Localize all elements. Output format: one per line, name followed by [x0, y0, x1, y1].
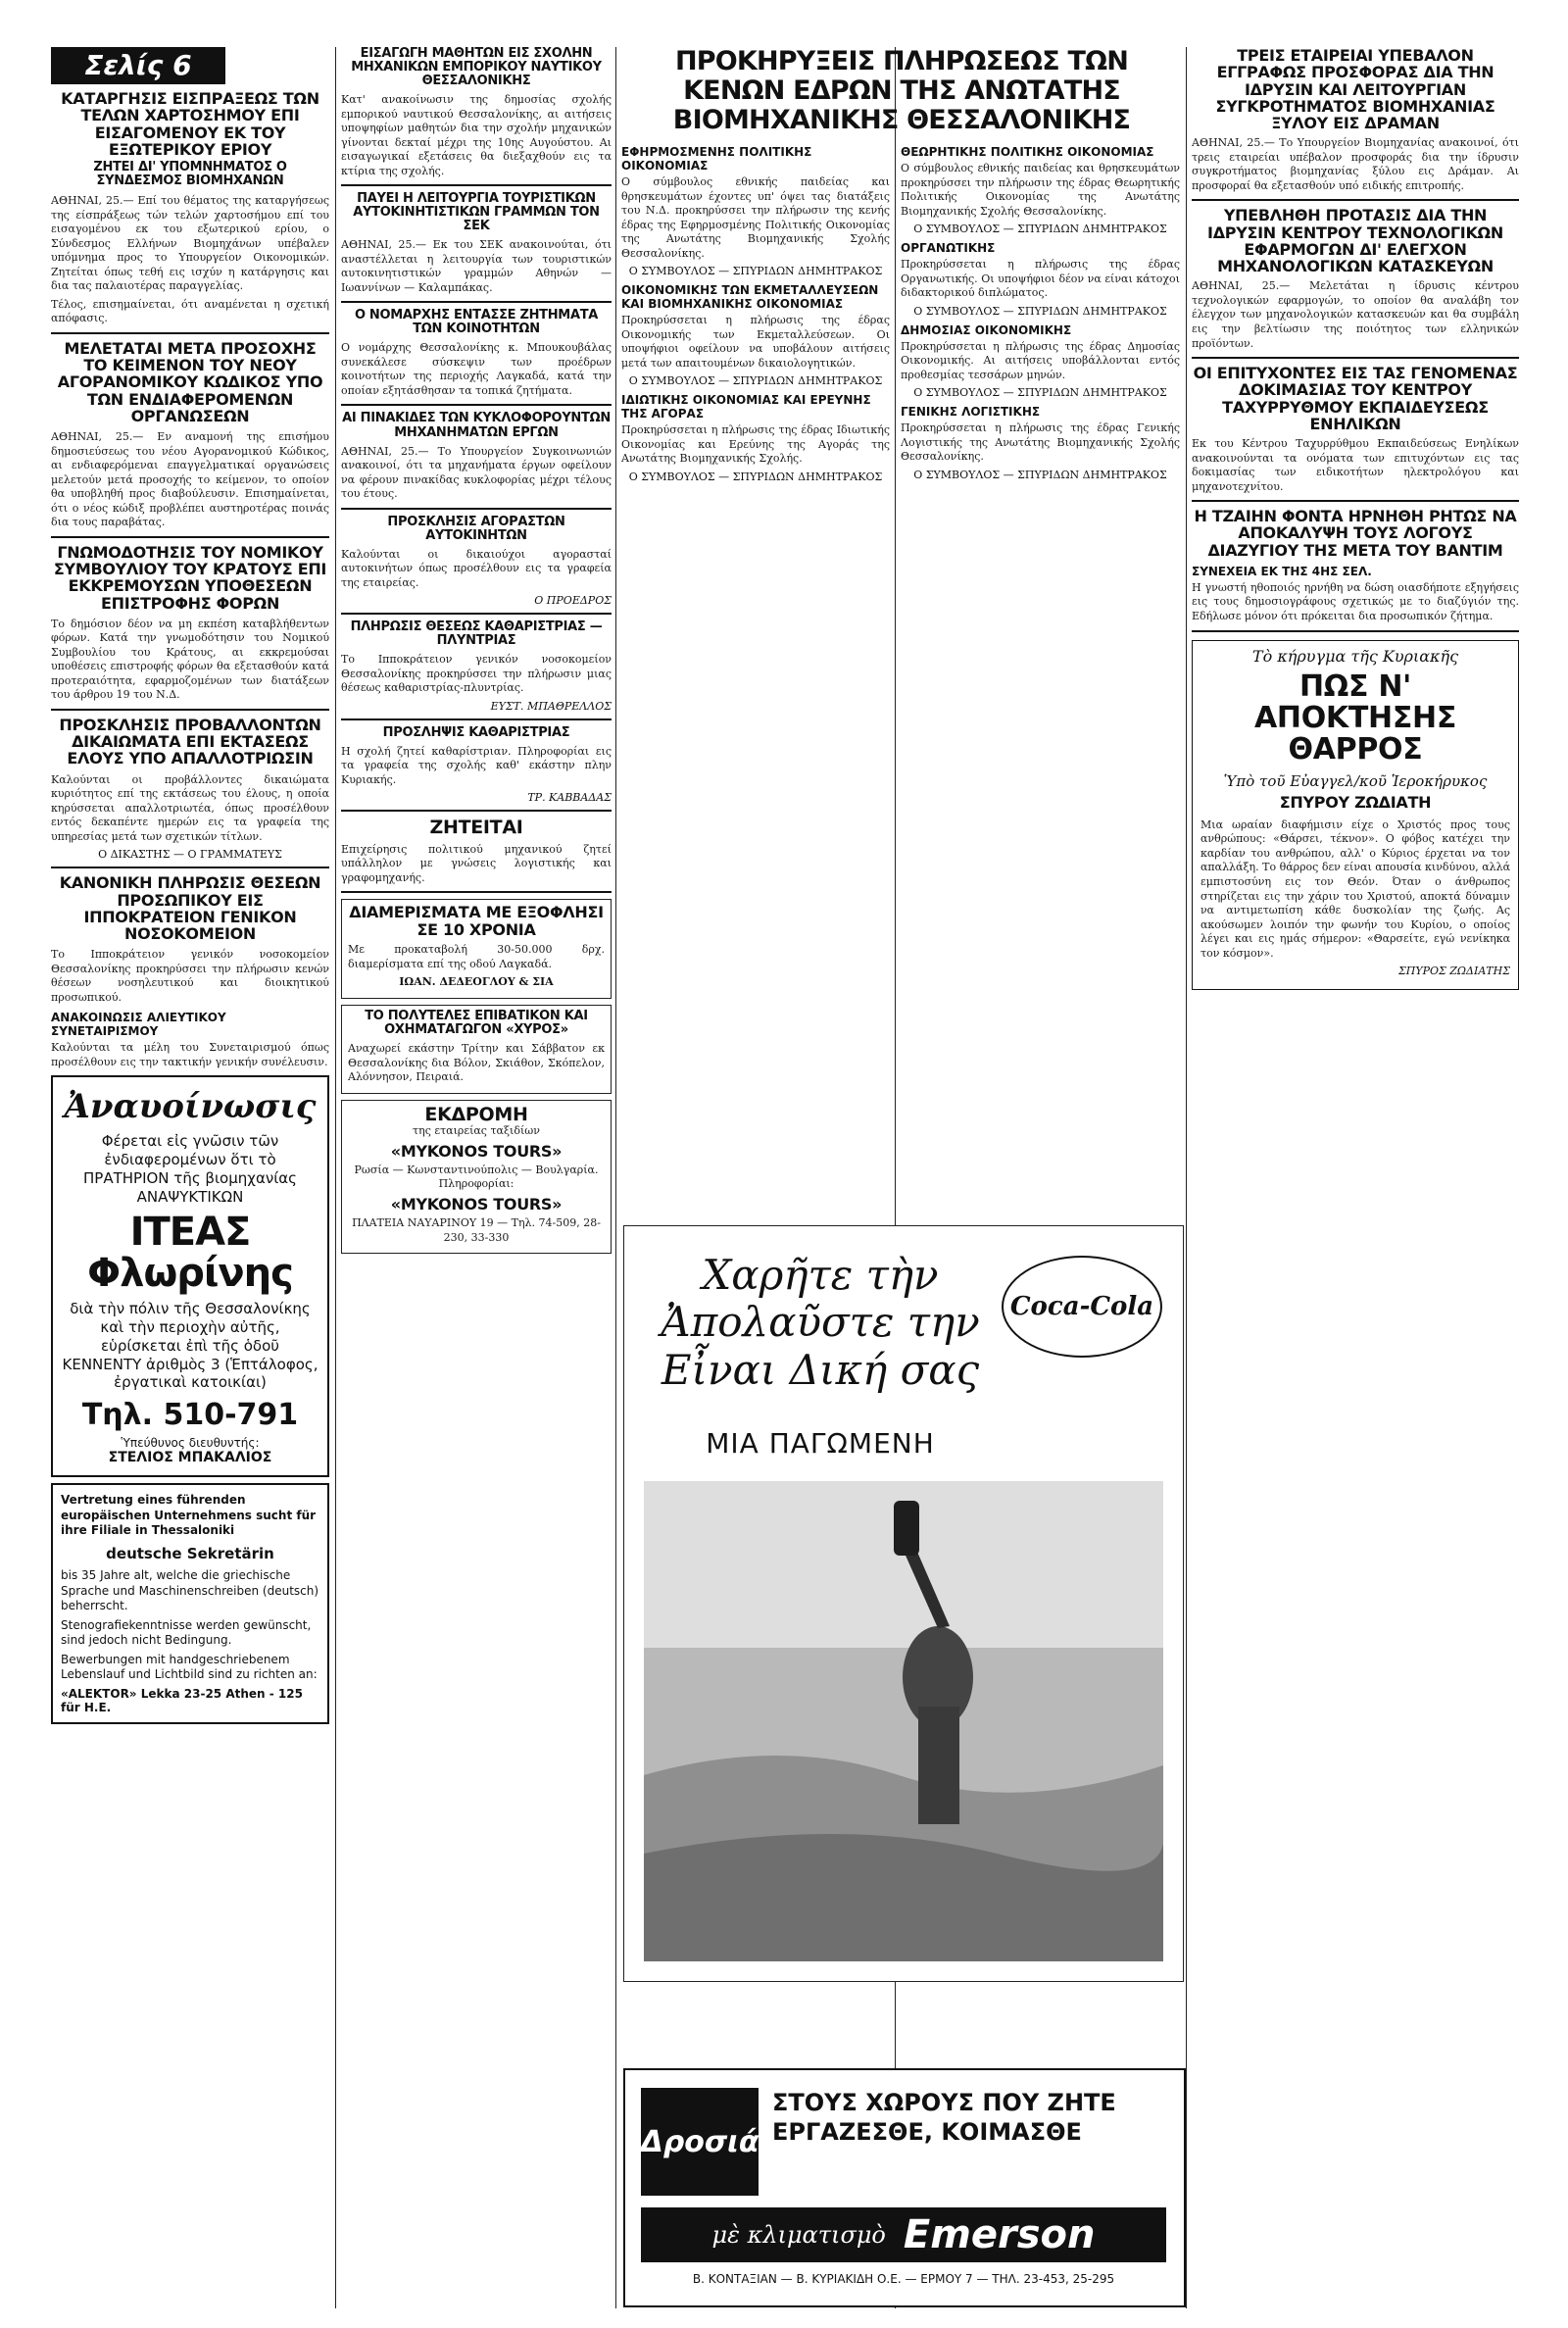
advertisement-apartments — [341, 899, 612, 999]
signature: Ο ΠΡΟΕΔΡΟΣ — [534, 594, 612, 608]
headline: ΠΡΟΣΚΛΗΣΙΣ ΑΓΟΡΑΣΤΩΝ ΑΥΤΟΚΙΝΗΤΩΝ — [387, 514, 565, 543]
byline: Ὑπὸ τοῦ Εὐαγγελ/κοῦ Ἱεροκήρυκος — [1223, 771, 1488, 790]
section-heading: ΘΕΩΡΗΤΙΚΗΣ ΠΟΛΙΤΙΚΗΣ ΟΙΚΟΝΟΜΙΑΣ — [901, 145, 1154, 159]
divider — [51, 536, 329, 538]
ad-slogan: Ἀπολαῦστε την — [661, 1298, 980, 1347]
article-body: Το Ιπποκράτειον γενικόν νοσοκομείον Θεσσαλονίκης προκηρύσσει την πλήρωσιν κενών θέσεων νοσηλευτικού και διοικητικού προσωπικού. — [51, 948, 329, 1004]
ad-phone: Τηλ. 510-791 — [81, 1398, 299, 1433]
ad-brand: «MYKONOS TOURS» — [390, 1194, 563, 1214]
article-body: Προκηρύσσεται η πλήρωσις της έδρας Οικονομικής των Εκμεταλλεύσεων. Οι υποψήφιοι οφείλουν να υποβάλουν αιτήσεις μετά των απαιτουμένων δικαιολογητικών. — [621, 314, 890, 370]
divider — [1192, 630, 1519, 632]
divider — [1192, 357, 1519, 359]
ad-brand: ΙΤΕΑΣ Φλωρίνης — [87, 1210, 293, 1297]
article-body: Ο σύμβουλος εθνικής παιδείας και θρησκευμάτων έχοντες υπ' όψει τας διατάξεις του Ν.Δ. προκηρύσσει την πλήρωσιν της κενής έδρας της Εφηρμοσμένης Πολιτικής Οικονομίας της Ανωτάτης Βιομηχανικής Σχολής Θεσσαλονίκης. — [621, 175, 890, 260]
article-body: Καλούνται οι προβάλλοντες δικαιώματα κυριότητος επί της εκτάσεως του έλους, η οποία κηρύσσεται απαλλοτριωτέα, όπως προσέλθουν εντός δεκαπέντε ημερών εις τα γραφεία της υπηρεσίας μετά των σχετικών τίτλων. — [51, 772, 329, 843]
headline: ΜΕΛΕΤΑΤΑΙ ΜΕΤΑ ΠΡΟΣΟΧΗΣ ΤΟ ΚΕΙΜΕΝΟΝ ΤΟΥ ΝΕΟΥ ΑΓΟΡΑΝΟΜΙΚΟΥ ΚΩΔΙΚΟΣ ΥΠΟ ΤΩΝ ΕΝΔΙΑΦΕΡΟΜΕΝΩΝ ΟΡΓΑΝΩΣΕΩΝ — [57, 338, 323, 425]
article-body: Η σχολή ζητεί καθαρίστριαν. Πληροφορίαι εις τα γραφεία της σχολής καθ' εκάστην πλην Κυριακής. — [341, 744, 612, 786]
headline: ΠΡΟΣΛΗΨΙΣ ΚΑΘΑΡΙΣΤΡΙΑΣ — [382, 724, 570, 740]
article-body: ΑΘΗΝΑΙ, 25.— Επί του θέματος της καταργήσεως της είσπράξεως τών τελών χαρτοσήμου επί του εισαγομένου εκ του εξωτερικού ερίου, ο Σύνδεσμος Ελλήνων Βιομηχάνων υπέβαλεν υπόμνημα προς το Υπουργείον Οικονομικών. Ζητείται όπως τεθή εις ισχύν η κατάργησις και δια τας παλαιοτέρας παραγγελίας. — [51, 194, 329, 293]
column-rule — [335, 47, 336, 2308]
ad-slogan: ΣΤΟΥΣ ΧΩΡΟΥΣ ΠΟΥ ΖΗΤΕ — [772, 2089, 1116, 2116]
section-heading: ΙΔΙΩΤΙΚΗΣ ΟΙΚΟΝΟΜΙΑΣ ΚΑΙ ΕΡΕΥΝΗΣ ΤΗΣ ΑΓΟΡΑΣ — [621, 393, 871, 421]
section-heading: ΑΝΑΚΟΙΝΩΣΙΣ ΑΛΙΕΥΤΙΚΟΥ ΣΥΝΕΤΑΙΡΙΣΜΟΥ — [51, 1011, 226, 1039]
headline: ΠΩΣ Ν' ΑΠΟΚΤΗΣΗΣ ΘΑΡΡΟΣ — [1253, 669, 1457, 768]
banner-headline: ΠΡΟΚΗΡΥΞΕΙΣ ΠΛΗΡΩΣΕΩΣ ΤΩΝ ΚΕΝΩΝ ΕΔΡΩΝ ΤΗΣ ΑΝΩΤΑΤΗΣ ΒΙΟΜΗΧΑΝΙΚΗΣ ΘΕΣΣΑΛΟΝΙΚΗΣ — [672, 47, 1131, 135]
article-body: Κατ' ανακοίνωσιν της δημοσίας σχολής εμπορικού ναυτικού Θεσσαλονίκης, αι αιτήσεις υποψηφίων μαθητών δια την σχολήν μηχανικών γίνονται δεκταί μέχρι της 10ης Αυγούστου. Αι εισαγωγικαί εξετάσεις θα διεξαχθούν εις τα κτίρια της σχολής. — [341, 93, 612, 177]
article-body: Προκηρύσσεται η πλήρωσις της έδρας Οργανωτικής. Οι υποψήφιοι δέον να είναι κάτοχοι διδακτορικού διπλώματος. — [901, 258, 1180, 300]
signature: Ο ΣΥΜΒΟΥΛΟΣ — ΣΠΥΡΙΔΩΝ ΔΗΜΗΤΡΑΚΟΣ — [628, 265, 883, 278]
signature: Ο ΣΥΜΒΟΥΛΟΣ — ΣΠΥΡΙΔΩΝ ΔΗΜΗΤΡΑΚΟΣ — [628, 374, 883, 388]
ad-slogan: ΜΙΑ ΠΑΓΩΜΕΝΗ — [706, 1427, 935, 1460]
headline: ΠΑΥΕΙ Η ΛΕΙΤΟΥΡΓΙΑ ΤΟΥΡΙΣΤΙΚΩΝ ΑΥΤΟΚΙΝΗΤΙΣΤΙΚΩΝ ΓΡΑΜΜΩΝ ΤΟΝ ΣΕΚ — [353, 191, 600, 234]
section-heading: ΔΗΜΟΣΙΑΣ ΟΙΚΟΝΟΜΙΚΗΣ — [901, 322, 1072, 337]
article-body: Εκ του Κέντρου Ταχυρρύθμου Εκπαιδεύσεως Ενηλίκων ανακοινούνται τα ονόματα των επιτυχόντων εις τας δοκιμασίας των ειδικοτήτων ηλεκτρολόγου και μηχανοτεχνίτου. — [1192, 437, 1519, 493]
ad-text: ΠΛΑΤΕΙΑ ΝΑΥΑΡΙΝΟΥ 19 — Τηλ. 74-509, 28-230, 33-330 — [352, 1216, 601, 1244]
headline: ΚΑΤΑΡΓΗΣΙΣ ΕΙΣΠΡΑΞΕΩΣ ΤΩΝ ΤΕΛΩΝ ΧΑΡΤΟΣΗΜΟΥ ΕΠΙ ΕΙΣΑΓΟΜΕΝΟΥ ΕΚ ΤΟΥ ΕΞΩΤΕΡΙΚΟΥ ΕΡΙΟΥ — [61, 90, 319, 159]
ad-slogan: Χαρῆτε τὴν — [702, 1251, 939, 1299]
beach-photo-illustration — [644, 1481, 1163, 1961]
column-rule — [615, 47, 616, 2308]
advertisement-secretary — [51, 1483, 329, 1724]
column-4 — [901, 139, 1180, 487]
column-1 — [51, 90, 329, 1730]
headline: ΖΗΤΕΙΤΑΙ — [429, 817, 523, 839]
headline: Η ΤΖΑΙΗΝ ΦΟΝΤΑ ΗΡΝΗΘΗ ΡΗΤΩΣ ΝΑ ΑΠΟΚΑΛΥΨΗ ΤΟΥΣ ΛΟΓΟΥΣ ΔΙΑΖΥΓΙΟΥ ΤΗΣ ΜΕΤΑ ΤΟΥ ΒΑΝΤΙΜ — [1194, 507, 1517, 560]
article-body: Αναχωρεί εκάστην Τρίτην και Σάββατον εκ Θεσσαλονίκης δια Βόλον, Σκιάθον, Σκόπελον, Αλόννησον, Πειραιά. — [348, 1042, 605, 1084]
article-body: Καλούνται τα μέλη του Συνεταιρισμού όπως προσέλθουν εις την τακτικήν γενικήν συνέλευσιν. — [51, 1041, 329, 1068]
advertisement-coca-cola — [623, 1225, 1184, 1982]
article-body: Καλούνται οι δικαιούχοι αγορασταί αυτοκινήτων όπως προσέλθουν εις τα γραφεία της εταιρείας. — [341, 547, 612, 589]
divider — [341, 718, 612, 720]
signature: Ο ΔΙΚΑΣΤΗΣ — Ο ΓΡΑΜΜΑΤΕΥΣ — [98, 848, 282, 862]
divider — [341, 184, 612, 186]
headline: ΕΚΔΡΟΜΗ — [424, 1103, 528, 1125]
ad-text: Φέρεται εἰς γνῶσιν τῶν ἐνδιαφερομένων ὅτι τὸ ΠΡΑΤΗΡΙΟΝ τῆς βιομηχανίας ΑΝΑΨΥΚΤΙΚΩΝ — [83, 1132, 297, 1206]
advertisement-itea — [51, 1075, 329, 1477]
column-rule — [1186, 47, 1187, 2308]
ad-text: bis 35 Jahre alt, welche die griechische Sprache und Maschinenschreiben (deutsch) beherrscht. — [61, 1567, 319, 1613]
article-body: Επιχείρησις πολιτικού μηχανικού ζητεί υπάλληλον με γνώσεις λογιστικής και γραφομηχανής. — [341, 842, 612, 884]
signature: ΤΡ. ΚΑΒΒΑΔΑΣ — [527, 791, 612, 805]
continuation-note: ΣΥΝΕΧΕΙΑ ΕΚ ΤΗΣ 4ΗΣ ΣΕΛ. — [1192, 564, 1372, 578]
ad-text: της εταιρείας ταξιδίων — [413, 1124, 540, 1138]
section — [621, 393, 890, 483]
signature: Ο ΣΥΜΒΟΥΛΟΣ — ΣΠΥΡΙΔΩΝ ΔΗΜΗΤΡΑΚΟΣ — [628, 470, 883, 483]
section — [901, 241, 1180, 318]
article-body: ΑΘΗΝΑΙ, 25.— Μελετάται η ίδρυσις κέντρου τεχνολογικών εφαρμογών, το οποίον θα αναλάβη τον έλεγχον των μηχανολογικών κατασκευών και θα συμβάλη εις την βελτίωσιν της ποιότητος των ελληνικών προϊόντων. — [1192, 279, 1519, 350]
ad-brand: Emerson — [903, 2212, 1096, 2257]
ad-brand: Coca-Cola — [1009, 1292, 1154, 1321]
ad-brand: «MYKONOS TOURS» — [390, 1141, 563, 1161]
section-heading: ΟΙΚΟΝΟΜΙΚΗΣ ΤΩΝ ΕΚΜΕΤΑΛΛΕΥΣΕΩΝ ΚΑΙ ΒΙΟΜΗΧΑΝΙΚΗΣ ΟΙΚΟΝΟΜΙΑΣ — [621, 283, 879, 312]
article-body: Η γνωστή ηθοποιός ηρνήθη να δώση οιασδήποτε εξηγήσεις εις τους δημοσιογράφους σχετικώς με το διαζύγιόν της. Εδήλωσε μόνον ότι πρόκειται δια προσωπικόν ζήτημα. — [1192, 580, 1519, 622]
article-body: Προκηρύσσεται η πλήρωσις της έδρας Ιδιωτικής Οικονομίας και Ερεύνης της Αγοράς της Ανωτάτης Βιομηχανικής Σχολής. — [621, 423, 890, 466]
advertisement-mykonos-tours — [341, 1100, 612, 1255]
headline: ΑΙ ΠΙΝΑΚΙΔΕΣ ΤΩΝ ΚΥΚΛΟΦΟΡΟΥΝΤΩΝ ΜΗΧΑΝΗΜΑΤΩΝ ΕΡΓΩΝ — [342, 411, 611, 440]
signature: ΣΠΥΡΟΣ ΖΩΔΙΑΤΗΣ — [1397, 965, 1510, 978]
divider — [51, 867, 329, 868]
ad-brand: Δροσιά — [641, 2088, 759, 2196]
divider — [341, 891, 612, 893]
signature: ΕΥΣΤ. ΜΠΑΘΡΕΛΛΟΣ — [490, 699, 612, 713]
divider — [341, 301, 612, 303]
article-body: ΑΘΗΝΑΙ, 25.— Το Υπουργείον Βιομηχανίας ανακοινοί, ότι τρεις εταιρείαι υπέβαλον προσφοράς δια την ίδρυσιν συγκροτήματος βιομηχανίας ξύλου εις Δράμαν. Αι προσφοραί θα εξετασθούν υπό ειδικής επιτροπής. — [1192, 136, 1519, 192]
kicker: Τὸ κήρυγμα τῆς Κυριακῆς — [1251, 646, 1459, 666]
divider — [1192, 500, 1519, 502]
section — [621, 283, 890, 387]
advertisement-ferry — [341, 1005, 612, 1094]
headline: ΚΑΝΟΝΙΚΗ ΠΛΗΡΩΣΙΣ ΘΕΣΕΩΝ ΠΡΟΣΩΠΙΚΟΥ ΕΙΣ ΙΠΠΟΚΡΑΤΕΙΟΝ ΓΕΝΙΚΟΝ ΝΟΣΟΚΟΜΕΙΟΝ — [59, 873, 321, 944]
divider — [341, 613, 612, 615]
column-3 — [621, 139, 890, 489]
signature: Ο ΣΥΜΒΟΥΛΟΣ — ΣΠΥΡΙΔΩΝ ΔΗΜΗΤΡΑΚΟΣ — [913, 386, 1167, 400]
headline: Ο ΝΟΜΑΡΧΗΣ ΕΝΤΑΣΣΕ ΖΗΤΗΜΑΤΑ ΤΩΝ ΚΟΙΝΟΤΗΤΩΝ — [354, 308, 599, 337]
section-heading: ΓΕΝΙΚΗΣ ΛΟΓΙΣΤΙΚΗΣ — [901, 405, 1041, 420]
section — [901, 323, 1180, 400]
headline: ΓΝΩΜΟΔΟΤΗΣΙΣ ΤΟΥ ΝΟΜΙΚΟΥ ΣΥΜΒΟΥΛΙΟΥ ΤΟΥ ΚΡΑΤΟΥΣ ΕΠΙ ΕΚΚΡΕΜΟΥΣΩΝ ΥΠΟΘΕΣΕΩΝ ΕΠΙΣΤΡΟΦΗΣ ΦΟΡΩΝ — [53, 542, 327, 613]
ad-slogan: Εἶναι Δική σας — [661, 1345, 980, 1394]
sunday-sermon-box — [1192, 640, 1519, 991]
coca-cola-logo — [1002, 1256, 1162, 1358]
ad-text: «ALEKTOR» Lekka 23-25 Athen - 125 für H.E. — [61, 1687, 303, 1715]
signature: Ο ΣΥΜΒΟΥΛΟΣ — ΣΠΥΡΙΔΩΝ ΔΗΜΗΤΡΑΚΟΣ — [913, 304, 1167, 318]
author: ΣΠΥΡΟΥ ΖΩΔΙΑΤΗ — [1279, 792, 1432, 812]
article-body: Ο νομάρχης Θεσσαλονίκης κ. Μπουκουβάλας συνεκάλεσε σύσκεψιν των προέδρων κοινοτήτων της περιοχής Λαγκαδά, κατά την οποίαν εξητάσθησαν τα τοπικά ζητήματα. — [341, 341, 612, 397]
article-body: Προκηρύσσεται η πλήρωσις της έδρας Γενικής Λογιστικής της Ανωτάτης Βιομηχανικής Σχολής Θεσσαλονίκης. — [901, 421, 1180, 464]
headline: ΠΡΟΣΚΛΗΣΙΣ ΠΡΟΒΑΛΛΟΝΤΩΝ ΔΙΚΑΙΩΜΑΤΑ ΕΠΙ ΕΚΤΑΣΕΩΣ ΕΛΟΥΣ ΥΠΟ ΑΠΑΛΛΟΤΡΙΩΣΙΝ — [59, 715, 321, 768]
section-heading: ΟΡΓΑΝΩΤΙΚΗΣ — [901, 241, 996, 256]
column-2 — [341, 47, 612, 1260]
divider — [51, 332, 329, 334]
divider — [51, 709, 329, 711]
divider — [1192, 199, 1519, 201]
signature: Ο ΣΥΜΒΟΥΛΟΣ — ΣΠΥΡΙΔΩΝ ΔΗΜΗΤΡΑΚΟΣ — [913, 223, 1167, 236]
signature: ΙΩΑΝ. ΔΕΔΕΟΓΛΟΥ & ΣΙΑ — [399, 975, 554, 989]
signature: Ο ΣΥΜΒΟΥΛΟΣ — ΣΠΥΡΙΔΩΝ ΔΗΜΗΤΡΑΚΟΣ — [913, 468, 1167, 481]
headline: ΟΙ ΕΠΙΤΥΧΟΝΤΕΣ ΕΙΣ ΤΑΣ ΓΕΝΟΜΕΝΑΣ ΔΟΚΙΜΑΣΙΑΣ ΤΟΥ ΚΕΝΤΡΟΥ ΤΑΧΥΡΡΥΘΜΟΥ ΕΚΠΑΙΔΕΥΣΕΩΣ ΕΝΗΛΙΚΩΝ — [1193, 364, 1518, 433]
headline: ΔΙΑΜΕΡΙΣΜΑΤΑ ΜΕ ΕΞΟΦΛΗΣΙ ΣΕ 10 ΧΡΟΝΙΑ — [349, 903, 604, 939]
subheadline: ΖΗΤΕΙ ΔΙ' ΥΠΟΜΝΗΜΑΤΟΣ Ο ΣΥΝΔΕΣΜΟΣ ΒΙΟΜΗΧΑΝΩΝ — [93, 160, 287, 189]
headline: ΥΠΕΒΛΗΘΗ ΠΡΟΤΑΣΙΣ ΔΙΑ ΤΗΝ ΙΔΡΥΣΙΝ ΚΕΝΤΡΟΥ ΤΕΧΝΟΛΟΓΙΚΩΝ ΕΦΑΡΜΟΓΩΝ ΔΙ' ΕΛΕΓΧΟΝ ΜΗΧΑΝΟΛΟΓΙΚΩΝ ΚΑΤΑΣΚΕΥΩΝ — [1207, 206, 1503, 276]
ad-slogan: ΕΡΓΑΖΕΣΘΕ, ΚΟΙΜΑΣΘΕ — [772, 2118, 1082, 2146]
section — [901, 145, 1180, 235]
article-body: Το Ιπποκράτειον γενικόν νοσοκομείον Θεσσαλονίκης προκηρύσσει την πλήρωσιν μιας θέσεως καθαριστρίας-πλυντρίας. — [341, 653, 612, 695]
article-body: Το δημόσιον δέον να μη εκπέση καταβλήθεντων φόρων. Κατά την γνωμοδότησιν του Νομικού Συμβουλίου του Κράτους, αι εκκρεμούσαι υποθέσεις επιστροφής φόρων θα εξετασθούν κατά προτεραιότητα, εφαρμοζομένων των διατάξεων του άρθρου 19 του Ν.Δ. — [51, 617, 329, 702]
section-heading: ΕΦΗΡΜΟΣΜΕΝΗΣ ΠΟΛΙΤΙΚΗΣ ΟΙΚΟΝΟΜΙΑΣ — [621, 145, 812, 173]
ad-text: Stenografiekenntnisse werden gewünscht, sind jedoch nicht Bedingung. — [61, 1617, 312, 1648]
ad-text: διὰ τὴν πόλιν τῆς Θεσσαλονίκης καὶ τὴν περιοχὴν αὐτῆς, εὑρίσκεται ἐπὶ τῆς ὁδοῦ ΚΕΝΝΕΝΤΥ ἀριθμὸς 3 (Ἑπτάλοφος, ἐργατικαὶ κατοικίαι) — [62, 1300, 318, 1392]
ad-slogan: μὲ κλιματισμὸ — [711, 2221, 886, 2249]
headline: ΕΙΣΑΓΩΓΗ ΜΑΘΗΤΩΝ ΕΙΣ ΣΧΟΛΗΝ ΜΗΧΑΝΙΚΩΝ ΕΜΠΟΡΙΚΟΥ ΝΑΥΤΙΚΟΥ ΘΕΣΣΑΛΟΝΙΚΗΣ — [351, 47, 602, 89]
ad-title: deutsche Sekretärin — [106, 1544, 274, 1562]
section — [901, 405, 1180, 481]
article-body: Τέλος, επισημαίνεται, ότι αναμένεται η σχετική απόφασις. — [51, 297, 329, 325]
article-body: Με προκαταβολή 30-50.000 δρχ. διαμερίσματα επί της οδού Λαγκαδά. — [348, 942, 605, 970]
ad-text: Bewerbungen mit handgeschriebenem Lebenslauf und Lichtbild sind zu richten an: — [61, 1652, 318, 1682]
column-5 — [1192, 47, 1519, 990]
advertisement-emerson — [623, 2068, 1186, 2307]
section — [621, 145, 890, 277]
beach-photo — [644, 1481, 1163, 1961]
article-body: ΑΘΗΝΑΙ, 25.— Εν αναμονή της επισήμου δημοσιεύσεως του νέου Αγορανομικού Κώδικος, αι ενδιαφερόμεναι επαγγελματικαί οργανώσεις μελετούν μετά προσοχής το κείμενον, το οποίον θα υποβληθή προς διαβούλευσιν. Επισημαίνεται, ότι ο νέος κώδιξ προβλέπει αυστηροτέρας ποινάς δια τους παραβάτας. — [51, 430, 329, 529]
article-body: Ο σύμβουλος εθνικής παιδείας και θρησκευμάτων προκηρύσσει την πλήρωσιν της έδρας Θεωρητικής Πολιτικής Οικονομίας της Ανωτάτης Βιομηχανικής Σχολής Θεσσαλονίκης. — [901, 162, 1180, 218]
university-banner — [621, 47, 1182, 135]
divider — [341, 810, 612, 812]
headline: ΤΟ ΠΟΛΥΤΕΛΕΣ ΕΠΙΒΑΤΙΚΟΝ ΚΑΙ ΟΧΗΜΑΤΑΓΩΓΟΝ «ΧΥΡΟΣ» — [365, 1009, 588, 1038]
ad-title: Ἀναυοίνωσις — [64, 1087, 317, 1127]
ad-text: Ρωσία — Κωνσταντινούπολις — Βουλγαρία. Πληροφορίαι: — [354, 1163, 599, 1191]
article-body: ΑΘΗΝΑΙ, 25.— Το Υπουργείον Συγκοινωνιών ανακοινοί, ότι τα μηχανήματα έργων οφείλουν να φέρουν πινακίδας κυκλοφορίας μέχρι τέλους του έτους. — [341, 444, 612, 501]
page-number-badge: Σελίς 6 — [51, 47, 225, 84]
divider — [341, 508, 612, 510]
ad-address: Β. ΚΟΝΤΑΞΙΑΝ — Β. ΚΥΡΙΑΚΙΔΗ Ο.Ε. — ΕΡΜΟΥ 7 — ΤΗΛ. 23-453, 25-295 — [692, 2272, 1115, 2286]
article-body: Προκηρύσσεται η πλήρωσις της έδρας Δημοσίας Οικονομικής. Αι αιτήσεις υποβάλλονται εντός προθεσμίας τεσσάρων μηνών. — [901, 339, 1180, 381]
headline: ΠΛΗΡΩΣΙΣ ΘΕΣΕΩΣ ΚΑΘΑΡΙΣΤΡΙΑΣ — ΠΛΥΝΤΡΙΑΣ — [350, 619, 603, 649]
article-body: ΑΘΗΝΑΙ, 25.— Εκ του ΣΕΚ ανακοινούται, ότι αναστέλλεται η λειτουργία των τουριστικών αυτοκινητιστικών γραμμών Αθηνών — Ιωαννίνων — Καλαμπάκας. — [341, 238, 612, 294]
ad-text: Ὑπεύθυνος διευθυντής: — [121, 1436, 260, 1451]
divider — [341, 404, 612, 406]
ad-text: Vertretung eines führenden europäischen Unternehmens sucht für ihre Filiale in Thessaloniki — [61, 1493, 317, 1538]
headline: ΤΡΕΙΣ ΕΤΑΙΡΕΙΑΙ ΥΠΕΒΑΛΟΝ ΕΓΓΡΑΦΩΣ ΠΡΟΣΦΟΡΑΣ ΔΙΑ ΤΗΝ ΙΔΡΥΣΙΝ ΚΑΙ ΛΕΙΤΟΥΡΓΙΑΝ ΣΥΓΚΡΟΤΗΜΑΤΟΣ ΒΙΟΜΗΧΑΝΙΑΣ ΞΥΛΟΥ ΕΙΣ ΔΡΑΜΑΝ — [1215, 47, 1495, 133]
article-body: Μια ωραίαν διαφήμισιν είχε ο Χριστός προς τους ανθρώπους: «Θάρσει, τέκνον». Ο φόβος κατέχει την καρδίαν του ανθρώπου, αλλ' ο Κύριος έρχεται να τον απαλλάξη. Το θάρρος δεν είναι απουσία κινδύνου, αλλά εμπιστοσύνη εις τον Θεόν. Όταν ο άνθρωπος στηρίζεται εις την χάριν του Χριστού, αποκτά δύναμιν να αντιμετωπίση κάθε δυσκολίαν της ζωής. Ας ακούσωμεν λοιπόν την φωνήν του Κυρίου, ο οποίος λέγει και εις ημάς σήμερον: «Θαρσείτε, εγώ νενίκηκα τον κόσμον». — [1200, 817, 1510, 960]
ad-text: ΣΤΕΛΙΟΣ ΜΠΑΚΑΛΙΟΣ — [108, 1450, 272, 1466]
